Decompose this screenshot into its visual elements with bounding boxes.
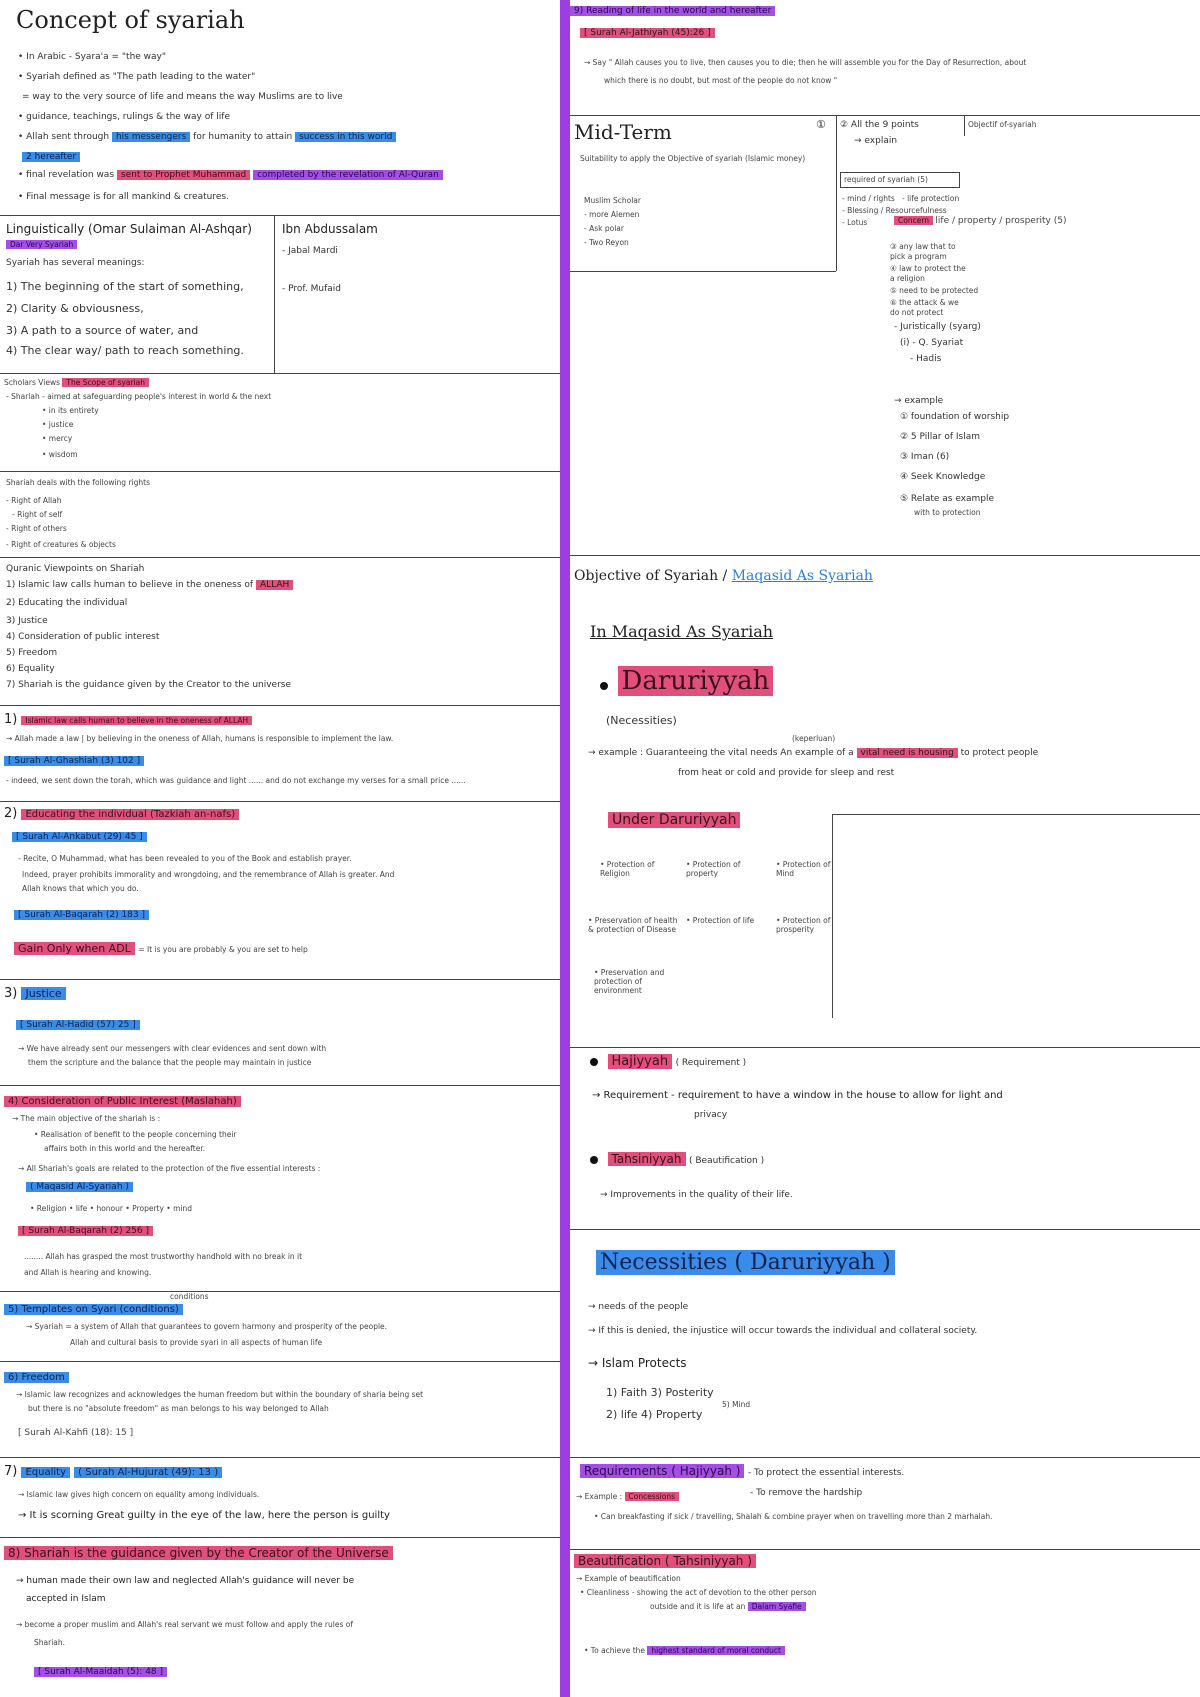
point6-line: but there is no "absolute freedom" as man belongs to his way belonged to Allah	[28, 1404, 329, 1413]
point6-line: → Islamic law recognizes and acknowledges the human freedom but within the boundary of sharia being set	[16, 1390, 424, 1399]
point7-line: → It is scorning Great guilty in the eye of the law, here the person is guilty	[18, 1510, 390, 1521]
necessities-line: → needs of the people	[588, 1302, 689, 1312]
hajiyyah-highlight: Hajiyyah	[608, 1054, 673, 1069]
concept-title: Concept of syariah	[16, 6, 245, 34]
point4-ref: [ Surah Al-Baqarah (2) 256 ]	[18, 1226, 153, 1236]
hereafter-ref: [ Surah Al-Jathiyah (45):26 ]	[580, 28, 715, 38]
protection-item: • Preservation and protection of environment	[594, 968, 665, 995]
point2-line: Allah knows that which you do.	[22, 884, 139, 893]
linguistic-item: 1) The beginning of the start of something,	[6, 280, 244, 293]
point3-line: → We have already sent our messengers with clear evidences and sent down with	[18, 1044, 327, 1053]
point2-section: 2) Educating the individual (Tazkiah an-nafs) [ Surah Al-Ankabut (29) 45 ] - Recite, O Muhammad, what has been revealed to you of the Book and establish prayer. Indeed, prayer prohibits immorality and wrongdoing, and the remembrance of Allah is greater. And Allah knows that which you do. [ Surah Al-Baqarah (2) 183 ] Gain Only when ADL = It is you are probably & you are set to help	[0, 802, 560, 980]
sub-item: (i) - Q. Syariat	[900, 338, 964, 348]
point4-line: → The main objective of the shariah is :	[12, 1114, 161, 1123]
point1-note: - indeed, we sent down the torah, which was guidance and light ...... and do not exchange my verses for a small price ......	[6, 776, 466, 785]
point2-line: Indeed, prayer prohibits immorality and wrongdoing, and the remembrance of Allah is greater. And	[22, 870, 395, 879]
scholars-section	[0, 374, 560, 472]
quranic-title: Quranic Viewpoints on Shariah	[6, 564, 145, 574]
daruriyyah-highlight: Daruriyyah	[618, 666, 774, 696]
point2-highlight2: Gain Only when ADL	[14, 942, 135, 955]
point2-line: - Recite, O Muhammad, what has been revealed to you of the Book and establish prayer.	[18, 854, 352, 863]
concept-section	[0, 0, 560, 216]
linguistic-intro: Syariah has several meanings:	[6, 258, 145, 268]
sub-item: do not protect	[890, 308, 944, 317]
sub-item: ⑤ need to be protected	[890, 286, 979, 295]
sub-item: ② 5 Pillar of Islam	[900, 432, 980, 442]
example-note: (keperluan)	[792, 734, 836, 743]
point7-section: 7) Equality ( Surah Al-Hujurat (49): 13 ) → Islamic law gives high concern on equality among individuals. → It is scorning Great guilty in the eye of the law, here the person is guilty	[0, 1458, 560, 1538]
linguistic-item: 2) Clarity & obviousness,	[6, 302, 144, 315]
point8-ref: [ Surah Al-Maaidah (5): 48 ]	[34, 1667, 167, 1677]
concessions-highlight: Concessions	[625, 1492, 679, 1501]
bullet-dot	[590, 1058, 598, 1066]
midterm-q-sub: → explain	[854, 136, 898, 146]
ibn-item: - Prof. Mufaid	[282, 284, 341, 294]
hajiyyah-line: → Requirement - requirement to have a window in the house to allow for light and	[592, 1090, 1003, 1101]
necessities-line: → If this is denied, the injustice will occur towards the individual and collateral society.	[588, 1326, 978, 1336]
tahsiniyyah-highlight: Tahsiniyyah	[608, 1152, 686, 1166]
tree-right: - life protection	[902, 194, 960, 203]
point3-ref: [ Surah Al-Hadid (57) 25 ]	[16, 1020, 140, 1030]
necessities-extra: 5) Mind	[722, 1400, 751, 1409]
point8-line: accepted in Islam	[26, 1594, 106, 1604]
allah-highlight: ALLAH	[256, 580, 293, 590]
point4-line: affairs both in this world and the hereafter.	[44, 1144, 206, 1153]
necessities-item: 2) life 4) Property	[606, 1408, 703, 1421]
beautification-line: → Example of beautification	[576, 1574, 681, 1583]
midterm-side-title: Objectif of-syariah	[968, 120, 1037, 129]
point8-highlight: 8) Shariah is the guidance given by the Creator of the Universe	[4, 1546, 393, 1560]
bullet-dot	[590, 1156, 598, 1164]
point8-line: Shariah.	[34, 1638, 66, 1647]
concept-line: 2 hereafter	[22, 152, 80, 162]
linguistic-item: 3) A path to a source of water, and	[6, 324, 199, 337]
quranic-item: 7) Shariah is the guidance given by the Creator to the universe	[6, 680, 292, 690]
example-label: → example : Guaranteeing the vital needs An example of a	[588, 748, 854, 758]
requirements-line: - To remove the hardship	[750, 1488, 863, 1498]
point4-line: → All Shariah's goals are related to the protection of the five essential interests :	[18, 1164, 321, 1173]
point6-ref: [ Surah Al-Kahfi (18): 15 ]	[18, 1428, 134, 1438]
beautification-highlight: Beautification ( Tahsiniyyah )	[574, 1554, 756, 1568]
sub-item: ④ law to protect the	[890, 264, 966, 273]
requirements-line: • Can breakfasting if sick / travelling, Shalah & combine prayer when on travelling more than 2 marhalah.	[594, 1512, 993, 1521]
scholars-item: • wisdom	[42, 450, 78, 459]
midterm-q-num: ①	[816, 118, 826, 131]
moral-highlight: highest standard of moral conduct	[647, 1646, 785, 1655]
midterm-item: - Ask polar	[584, 224, 624, 233]
ibn-title: Ibn Abdussalam	[282, 222, 378, 236]
point6-highlight: 6) Freedom	[4, 1372, 69, 1383]
point8-line: → become a proper muslim and Allah's real servant we must follow and apply the rules of	[16, 1620, 353, 1629]
example-line: from heat or cold and provide for sleep and rest	[678, 768, 895, 778]
sub-item: - Hadis	[910, 354, 942, 364]
point4-line: • Religion • life • honour • Property • mind	[30, 1204, 193, 1213]
point8-section	[0, 1538, 560, 1697]
beautification-line: • Cleanliness - showing the act of devotion to the other person	[580, 1588, 817, 1597]
point1-line: → Allah made a law | by believing in the oneness of Allah, humans is responsible to implement the law.	[6, 734, 394, 743]
protection-item: • Protection of property	[686, 860, 741, 878]
tahsiniyyah-line: → Improvements in the quality of their life.	[600, 1190, 793, 1200]
beautification-section: Beautification ( Tahsiniyyah ) → Example of beautification • Cleanliness - showing the act of devotion to the other person outside and it is life at an Dalam Syafie • To achieve the highest standard of moral conduct	[576, 1554, 817, 1655]
sub-item: ⑥ the attack & we	[890, 298, 959, 307]
scope-highlight: The Scope of syariah	[62, 378, 149, 387]
midterm-q-text: ② All the 9 points	[840, 120, 919, 130]
rights-title: Shariah deals with the following rights	[6, 478, 150, 487]
bullet-dot	[600, 682, 608, 690]
sub-item: ④ Seek Knowledge	[900, 472, 986, 482]
protection-item: • Protection of Religion	[600, 860, 655, 878]
requirements-section: Requirements ( Hajiyyah ) - To protect the essential interests. - To remove the hardship → Example : Concessions • Can breakfasting if sick / travelling, Shalah & combine prayer when on travelling more than 2 marhalah.	[570, 1458, 1200, 1550]
quranic-section	[0, 558, 560, 706]
point3-section: 3) Justice [ Surah Al-Hadid (57) 25 ] → We have already sent our messengers with clear evidences and sent down with them the scripture and the balance that the people may maintain in justice	[0, 980, 560, 1086]
quranic-item: 3) Justice	[6, 616, 48, 626]
quranic-item: 6) Equality	[6, 664, 55, 674]
concept-line: • guidance, teachings, rulings & the way of life	[18, 112, 230, 122]
quranic-item: 4) Consideration of public interest	[6, 632, 160, 642]
quranic-item: 5) Freedom	[6, 648, 58, 658]
point5-line: → Syariah = a system of Allah that guarantees to govern harmony and prosperity of the people.	[26, 1322, 388, 1331]
point5-line: Allah and cultural basis to provide syari in all aspects of human life	[70, 1338, 323, 1347]
tree-item: - Lotus	[842, 218, 868, 227]
sub-item: ③ Iman (6)	[900, 452, 950, 462]
point5-section	[0, 1292, 560, 1362]
point1-highlight: Islamic law calls human to believe in the oneness of ALLAH	[21, 716, 252, 725]
point3-highlight: Justice	[21, 987, 65, 1000]
rights-item: - Right of others	[6, 524, 67, 533]
protection-item: • Preservation of health & protection of Disease	[588, 916, 678, 934]
quranic-item: 1) Islamic law calls human to believe in the oneness of ALLAH	[6, 580, 293, 590]
rights-item: - Right of Allah	[6, 496, 62, 505]
point1-section: 1) Islamic law calls human to believe in the oneness of ALLAH → Allah made a law | by believing in the oneness of Allah, humans is responsible to implement the law. [ Surah Al-Ghashiah (3) 102 ] - indeed, we sent down the torah, which was guidance and light ...... and do not exchange my verses for a small price ......	[0, 706, 560, 802]
point6-section	[0, 1362, 560, 1458]
necessities-highlight: Necessities ( Daruriyyah )	[596, 1250, 895, 1275]
point2-highlight: Educating the individual (Tazkiah an-nafs)	[21, 809, 239, 820]
tahsiniyyah-section: Tahsiniyyah ( Beautification ) → Improvements in the quality of their life.	[570, 1138, 1200, 1230]
point5-note: conditions	[170, 1292, 209, 1301]
linguistic-section	[0, 216, 560, 374]
rights-item: - Right of creatures & objects	[6, 540, 116, 549]
rights-section	[0, 472, 560, 558]
highlight-success: success in this world	[295, 132, 396, 142]
scholars-item: • in its entirety	[42, 406, 99, 415]
midterm-item: - Two Reyon	[584, 238, 629, 247]
quranic-item: 2) Educating the individual	[6, 598, 128, 608]
protection-item: • Protection of life	[686, 916, 755, 925]
maqasid-link: Maqasid As Syariah	[731, 568, 873, 584]
tree-head: required of syariah (5)	[844, 175, 928, 184]
column-divider	[560, 0, 570, 1697]
point4-line: • Realisation of benefit to the people concerning their	[34, 1130, 237, 1139]
point8-line: → human made their own law and neglected Allah's guidance will never be	[16, 1576, 355, 1586]
requirements-ex-label: → Example :	[576, 1492, 623, 1501]
point7-line: → Islamic law gives high concern on equality among individuals.	[18, 1490, 260, 1499]
scholars-item: • justice	[42, 420, 74, 429]
point5-highlight: 5) Templates on Syari (conditions)	[4, 1304, 183, 1315]
tree-item: - mind / rights	[842, 194, 895, 203]
point7-highlight: Equality	[21, 1467, 70, 1478]
objective-title: Objective of Syariah /	[574, 568, 728, 584]
concept-line: • Allah sent through his messengers for humanity to attain success in this world	[18, 132, 396, 142]
sub-item: ⑤ Relate as example	[900, 494, 995, 504]
objective-section: Objective of Syariah / Maqasid As Syariah In Maqasid As Syariah Daruriyyah (Necessities) (keperluan) → example : Guaranteeing the vital needs An example of a vital need is housing to protect people from heat or cold and provide for sleep and rest Under Daruriyyah • Protection of Religion • Protection of property • Protection of Mind • Preservation of health & protection of Disease • Protection of life • Protection of prosperity • Preservation and protection of environment	[570, 556, 1200, 1048]
protection-item: • Protection of prosperity	[776, 916, 831, 934]
sub-item: a religion	[890, 274, 925, 283]
concept-line: = way to the very source of life and means the way Muslims are to live	[22, 92, 343, 102]
hereafter-highlight: 9) Reading of life in the world and hereafter	[570, 6, 775, 16]
hajiyyah-line: privacy	[694, 1110, 728, 1120]
hereafter-line: which there is no doubt, but most of the people do not know "	[604, 76, 838, 85]
point2-ref2: [ Surah Al-Baqarah (2) 183 ]	[14, 910, 149, 920]
linguistic-tag: Dar Very Syariah	[6, 240, 77, 249]
necessities-section	[570, 1230, 1200, 1458]
left-column	[0, 0, 560, 1697]
hereafter-section	[570, 0, 1200, 116]
sub-item: - Juristically (syarg)	[894, 322, 981, 332]
midterm-title: Mid-Term	[574, 120, 672, 144]
ibn-item: - Jabal Mardi	[282, 246, 338, 256]
rights-item: - Right of self	[12, 510, 63, 519]
sub-item: → example	[894, 396, 944, 406]
point3-line: them the scripture and the balance that the people may maintain in justice	[28, 1058, 312, 1067]
sub-item: ③ any law that to	[890, 242, 956, 251]
point4-line: and Allah is hearing and knowing.	[24, 1268, 152, 1277]
objective-subtitle: In Maqasid As Syariah	[590, 622, 774, 641]
concept-line: • final revelation was sent to Prophet Muhammad completed by the revelation of Al-Quran	[18, 170, 443, 180]
tree-item: - Blessing / Resourcefulness	[842, 206, 947, 215]
concept-line: • Syariah defined as "The path leading to the water"	[18, 72, 256, 82]
maqasid-highlight: ( Maqasid Al-Syariah )	[26, 1182, 133, 1192]
necessities-label: (Necessities)	[606, 714, 677, 727]
necessities-line: → Islam Protects	[588, 1356, 687, 1370]
midterm-item: Muslim Scholar	[584, 196, 641, 205]
midterm-item: - more Alemen	[584, 210, 640, 219]
vital-need-highlight: vital need is housing	[857, 748, 958, 758]
scholars-title: Scholars Views	[4, 378, 60, 387]
right-column	[570, 0, 1200, 1697]
under-daruriyyah-highlight: Under Daruriyyah	[608, 812, 740, 828]
point4-highlight: 4) Consideration of Public Interest (Maslahah)	[4, 1096, 241, 1107]
point2-ref: [ Surah Al-Ankabut (29) 45 ]	[12, 832, 147, 842]
hajiyyah-section: Hajiyyah ( Requirement ) → Requirement - requirement to have a window in the house to allow for light and privacy	[592, 1054, 1003, 1120]
midterm-sub: Suitability to apply the Objective of syariah (Islamic money)	[580, 154, 806, 163]
requirements-highlight: Requirements ( Hajiyyah )	[580, 1464, 744, 1478]
sub-item: ① foundation of worship	[900, 412, 1010, 422]
point4-line: ........ Allah has grasped the most trustworthy handhold with no break in it	[24, 1252, 303, 1261]
concept-line: • In Arabic - Syara'a = "the way"	[18, 52, 167, 62]
point1-ref: [ Surah Al-Ghashiah (3) 102 ]	[4, 756, 144, 766]
scholars-item: • mercy	[42, 434, 73, 443]
necessities-item: 1) Faith 3) Posterity	[606, 1386, 714, 1399]
scholars-line: - Shariah - aimed at safeguarding people's interest in world & the next	[6, 392, 272, 401]
point7-ref: ( Surah Al-Hujurat (49): 13 )	[74, 1467, 222, 1478]
hereafter-line: → Say " Allah causes you to live, then causes you to die; then he will assemble you for the Day of Resurrection, about	[584, 58, 1027, 67]
point4-section	[0, 1086, 560, 1292]
concept-line: • Final message is for all mankind & creatures.	[18, 192, 229, 202]
sub-item: with to protection	[914, 508, 981, 517]
linguistic-item: 4) The clear way/ path to reach something.	[6, 344, 244, 357]
dalam-syafie-highlight: Dalam Syafie	[748, 1602, 806, 1611]
sub-item: pick a program	[890, 252, 947, 261]
midterm-section: Mid-Term Suitability to apply the Objective of syariah (Islamic money) Muslim Scholar - more Alemen - Ask polar - Two Reyon ① ② All the 9 points → explain Objectif of-syariah required of syariah (5) - mind / rights - Blessing / Resourcefulness - Lotus - life protection Concern life / property / prosperity (5) ③ any law that to pick a program ④ law to protect the a religion ⑤ need to be protected ⑥ the attack & we do not protect - Juristically (syarg) (i) - Q. Syariat - Hadis → example ① foundation of worship ② 5 Pillar of Islam ③ Iman (6) ④ Seek Knowledge ⑤ Relate as example with to protection	[570, 116, 1200, 556]
concern-highlight: Concern	[894, 216, 933, 225]
protection-item: • Protection of Mind	[776, 860, 831, 878]
linguistic-title: Linguistically (Omar Sulaiman Al-Ashqar)	[6, 222, 252, 236]
highlight-messengers: his messengers	[112, 132, 190, 142]
